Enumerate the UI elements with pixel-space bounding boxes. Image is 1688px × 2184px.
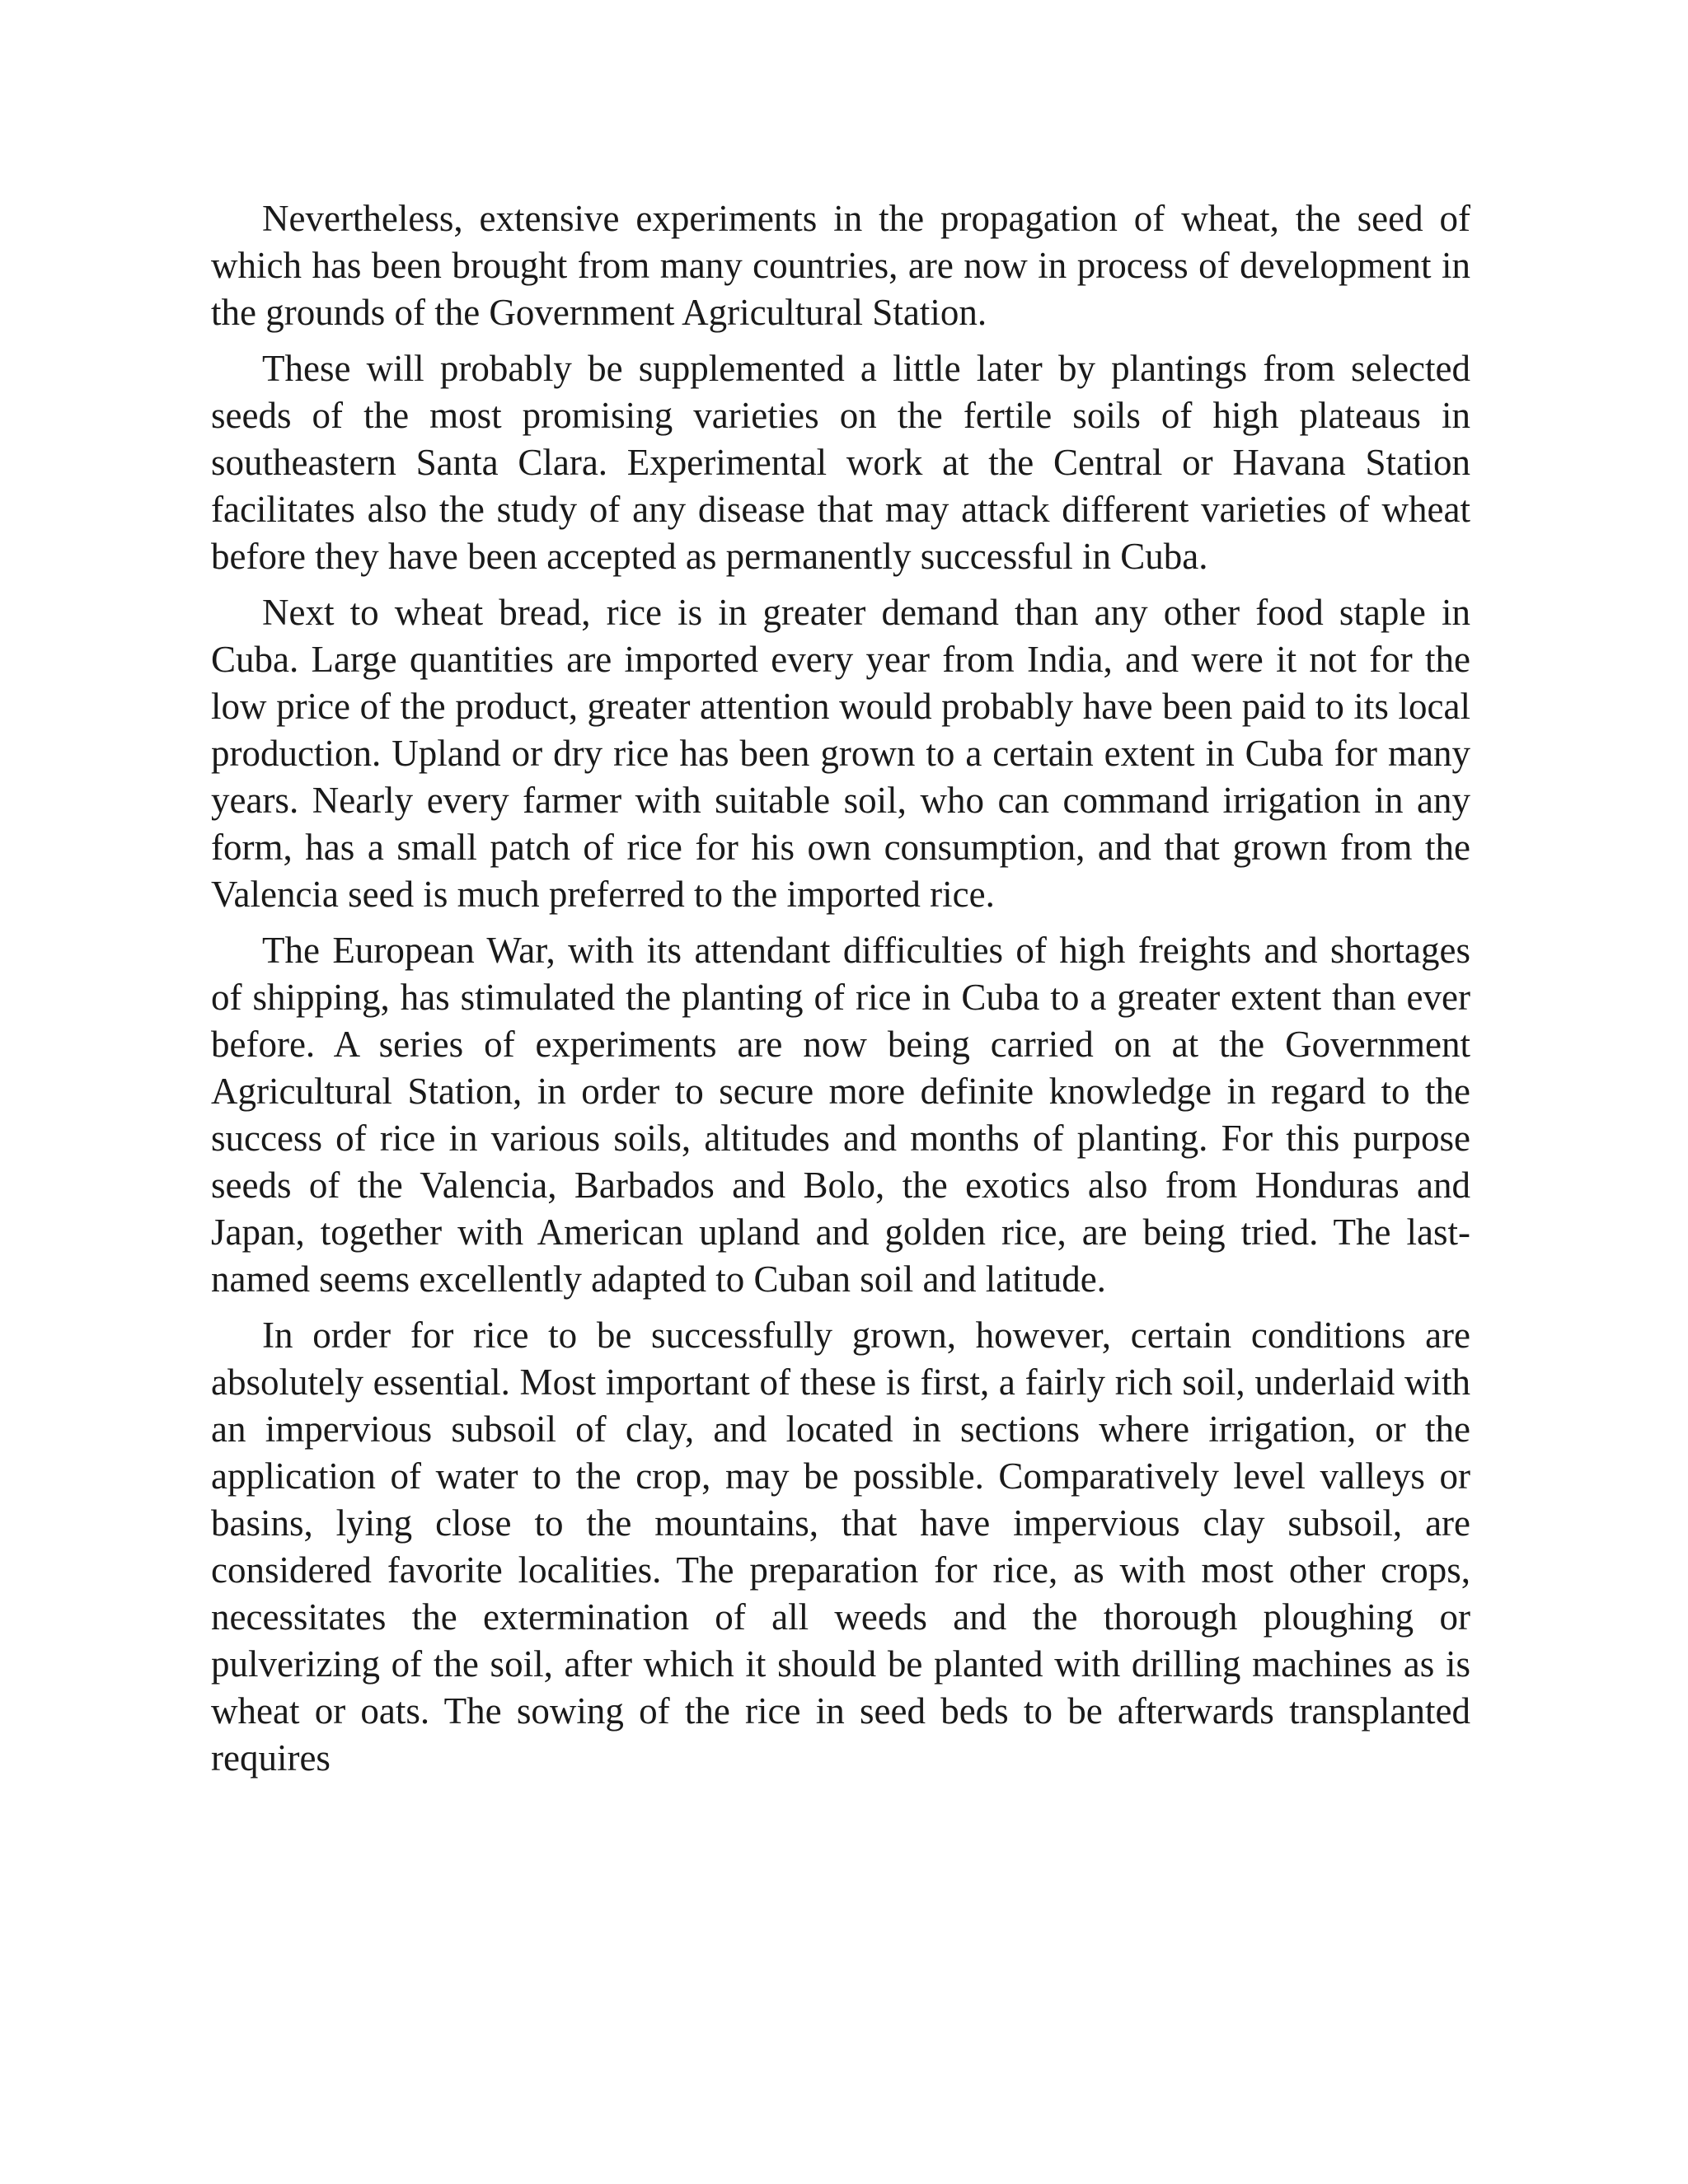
page-body [211, 195, 1470, 1791]
paragraph-wheat-experiments: Nevertheless, extensive experiments in the propagation of wheat, the seed of which has been brought from many countries, are now in process of development in the grounds of the Government Agricultural Station. [211, 198, 1470, 333]
paragraph-santa-clara-plantings: These will probably be supplemented a little later by plantings from selected seeds of the most promising varieties on the fertile soils of high plateaus in southeastern Santa Clara. Experimental work at the Central or Havana Station facilitates also the study of any disease that may attack different varieties of wheat before they have been accepted as permanently successful in Cuba. [211, 348, 1470, 577]
paragraph-rice-demand: Next to wheat bread, rice is in greater demand than any other food staple in Cuba. Large quantities are imported every year from India, and were it not for the low price of the product, greater attention would probably have been paid to its local production. Upland or dry rice has been grown to a certain extent in Cuba for many years. Nearly every farmer with suitable soil, who can command irrigation in any form, has a small patch of rice for his own consumption, and that grown from the Valencia seed is much preferred to the imported rice. [211, 592, 1470, 915]
paragraph-european-war: The European War, with its attendant difficulties of high freights and shortages of shipping, has stimulated the planting of rice in Cuba to a greater extent than ever before. A series of experiments are now being carried on at the Government Agricultural Station, in order to secure more definite knowledge in regard to the success of rice in various soils, altitudes and months of planting. For this purpose seeds of the Valencia, Barbados and Bolo, the exotics also from Honduras and Japan, together with American upland and golden rice, are being tried. The last-named seems excellently adapted to Cuban soil and latitude. [211, 930, 1470, 1300]
paragraph-rice-conditions: In order for rice to be successfully grown, however, certain conditions are absolutely essential. Most important of these is first, a fairly rich soil, underlaid with an impervious subsoil of clay, and located in sections where irrigation, or the application of water to the crop, may be possible. Comparatively level valleys or basins, lying close to the mountains, that have impervious clay subsoil, are considered favorite localities. The preparation for rice, as with most other crops, necessitates the extermination of all weeds and the thorough ploughing or pulverizing of the soil, after which it should be planted with drilling machines as is wheat or oats. The sowing of the rice in seed beds to be afterwards transplanted requires [211, 1315, 1470, 1779]
